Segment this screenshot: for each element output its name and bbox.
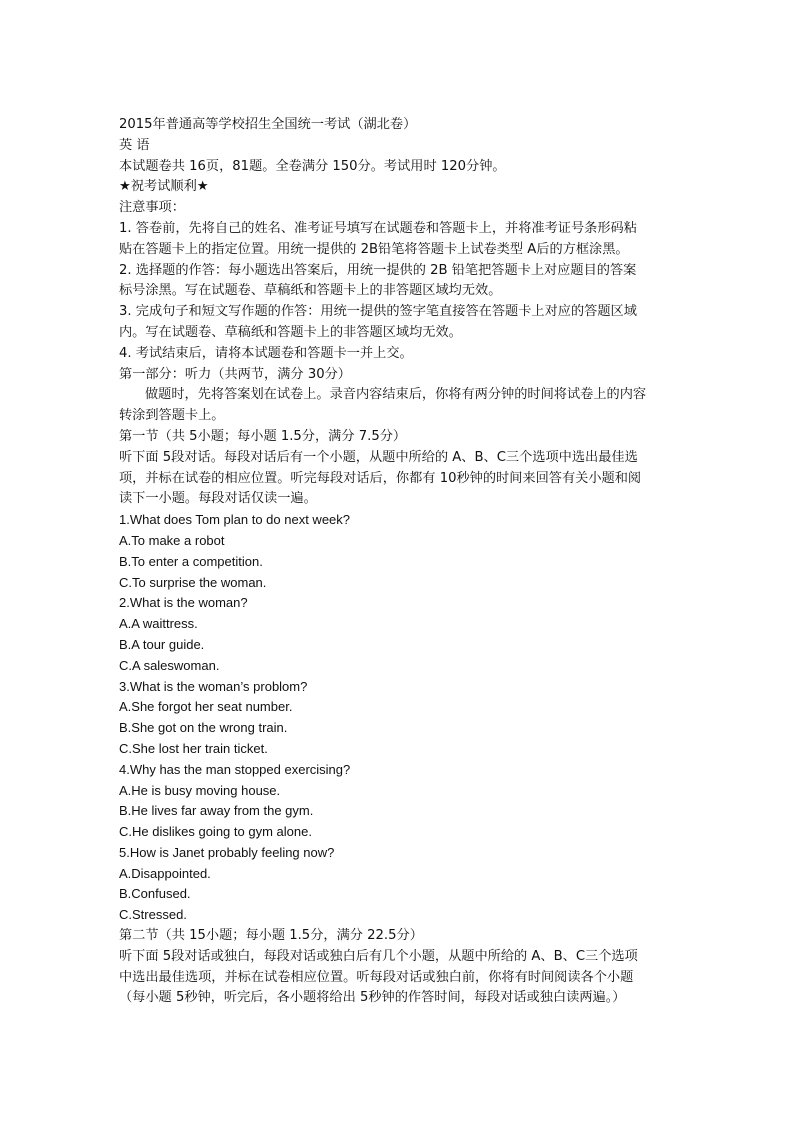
question-2-option-a: A.A waittress. xyxy=(119,616,198,632)
question-4-option-a: A.He is busy moving house. xyxy=(119,782,281,798)
note-line: 3. 完成句子和短文写作题的作答：用统一提供的签字笔直接答在答题卡上对应的答题区域 xyxy=(119,304,637,320)
question-3-option-c: C.She lost her train ticket. xyxy=(119,740,268,756)
section2-instruction: 听下面 5段对话或独白，每段对话或独白后有几个小题，从题中所给的 A、B、C三个选项 xyxy=(119,948,638,964)
exam-page xyxy=(119,115,679,1009)
note-line: 标号涂黑。写在试题卷、草稿纸和答题卡上的非答题区域均无效。 xyxy=(119,283,502,299)
question-1-option-b: B.To enter a competition. xyxy=(119,553,263,569)
exam-title: 2015年普通高等学校招生全国统一考试（湖北卷） xyxy=(119,117,417,132)
part1-intro-cont: 转涂到答题卡上。 xyxy=(119,408,225,424)
section1-instruction: 项，并标在试卷的相应位置。听完每段对话后，你都有 10秒钟的时间来回答有关小题和阅 xyxy=(119,470,642,486)
question-4-option-c: C.He dislikes going to gym alone. xyxy=(119,824,312,840)
note-line: 2. 选择题的作答：每小题选出答案后，用统一提供的 2B 铅笔把答题卡上对应题目的答案 xyxy=(119,262,637,278)
question-1-option-a: A.To make a robot xyxy=(119,532,225,548)
note-line: 内。写在试题卷、草稿纸和答题卡上的非答题区域均无效。 xyxy=(119,324,462,340)
section1-heading: 第一节（共 5小题；每小题 1.5分，满分 7.5分） xyxy=(119,428,407,444)
part1-heading: 第一部分：听力（共两节，满分 30分） xyxy=(119,366,351,382)
section1-instruction: 听下面 5段对话。每段对话后有一个小题，从题中所给的 A、B、C三个选项中选出最佳选 xyxy=(119,449,638,465)
question-5-option-c: C.Stressed. xyxy=(119,907,187,923)
question-4-option-b: B.He lives far away from the gym. xyxy=(119,803,314,819)
note-line: 贴在答题卡上的指定位置。用统一提供的 2B铅笔将答题卡上试卷类型 A后的方框涂黑。 xyxy=(119,241,629,257)
exam-info: 本试题卷共 16页，81题。全卷满分 150分。考试用时 120分钟。 xyxy=(119,158,506,174)
question-3: 3.What is the woman’s problom? xyxy=(119,678,308,694)
section2-instruction: （每小题 5秒钟，听完后，各小题将给出 5秒钟的作答时间，每段对话或独白读两遍。） xyxy=(119,990,626,1006)
good-luck-line: ★祝考试顺利★ xyxy=(119,179,209,195)
note-line: 1. 答卷前，先将自己的姓名、准考证号填写在试题卷和答题卡上，并将准考证号条形码粘 xyxy=(119,220,637,236)
notes-heading: 注意事项： xyxy=(119,200,185,216)
section2-instruction: 中选出最佳选项，并标在试卷相应位置。听每段对话或独白前，你将有时间阅读各个小题 xyxy=(119,969,634,985)
question-4: 4.Why has the man stopped exercising? xyxy=(119,761,351,777)
question-3-option-a: A.She forgot her seat number. xyxy=(119,699,293,715)
section1-instruction: 读下一小题。每段对话仅读一遍。 xyxy=(119,491,317,507)
question-1: 1.What does Tom plan to do next week? xyxy=(119,512,351,528)
part1-intro: 做题时，先将答案划在试卷上。录音内容结束后，你将有两分钟的时间将试卷上的内容 xyxy=(145,387,647,403)
question-5: 5.How is Janet probably feeling now? xyxy=(119,844,335,860)
question-3-option-b: B.She got on the wrong train. xyxy=(119,720,288,736)
section2-heading: 第二节（共 15小题；每小题 1.5分，满分 22.5分） xyxy=(119,928,423,944)
question-5-option-a: A.Disappointed. xyxy=(119,865,211,881)
question-1-option-c: C.To surprise the woman. xyxy=(119,574,267,590)
note-line: 4. 考试结束后，请将本试题卷和答题卡一并上交。 xyxy=(119,345,413,361)
question-2: 2.What is the woman? xyxy=(119,595,248,611)
question-5-option-b: B.Confused. xyxy=(119,886,191,902)
question-2-option-b: B.A tour guide. xyxy=(119,636,205,652)
question-2-option-c: C.A saleswoman. xyxy=(119,657,220,673)
subject-label: 英 语 xyxy=(119,137,150,153)
